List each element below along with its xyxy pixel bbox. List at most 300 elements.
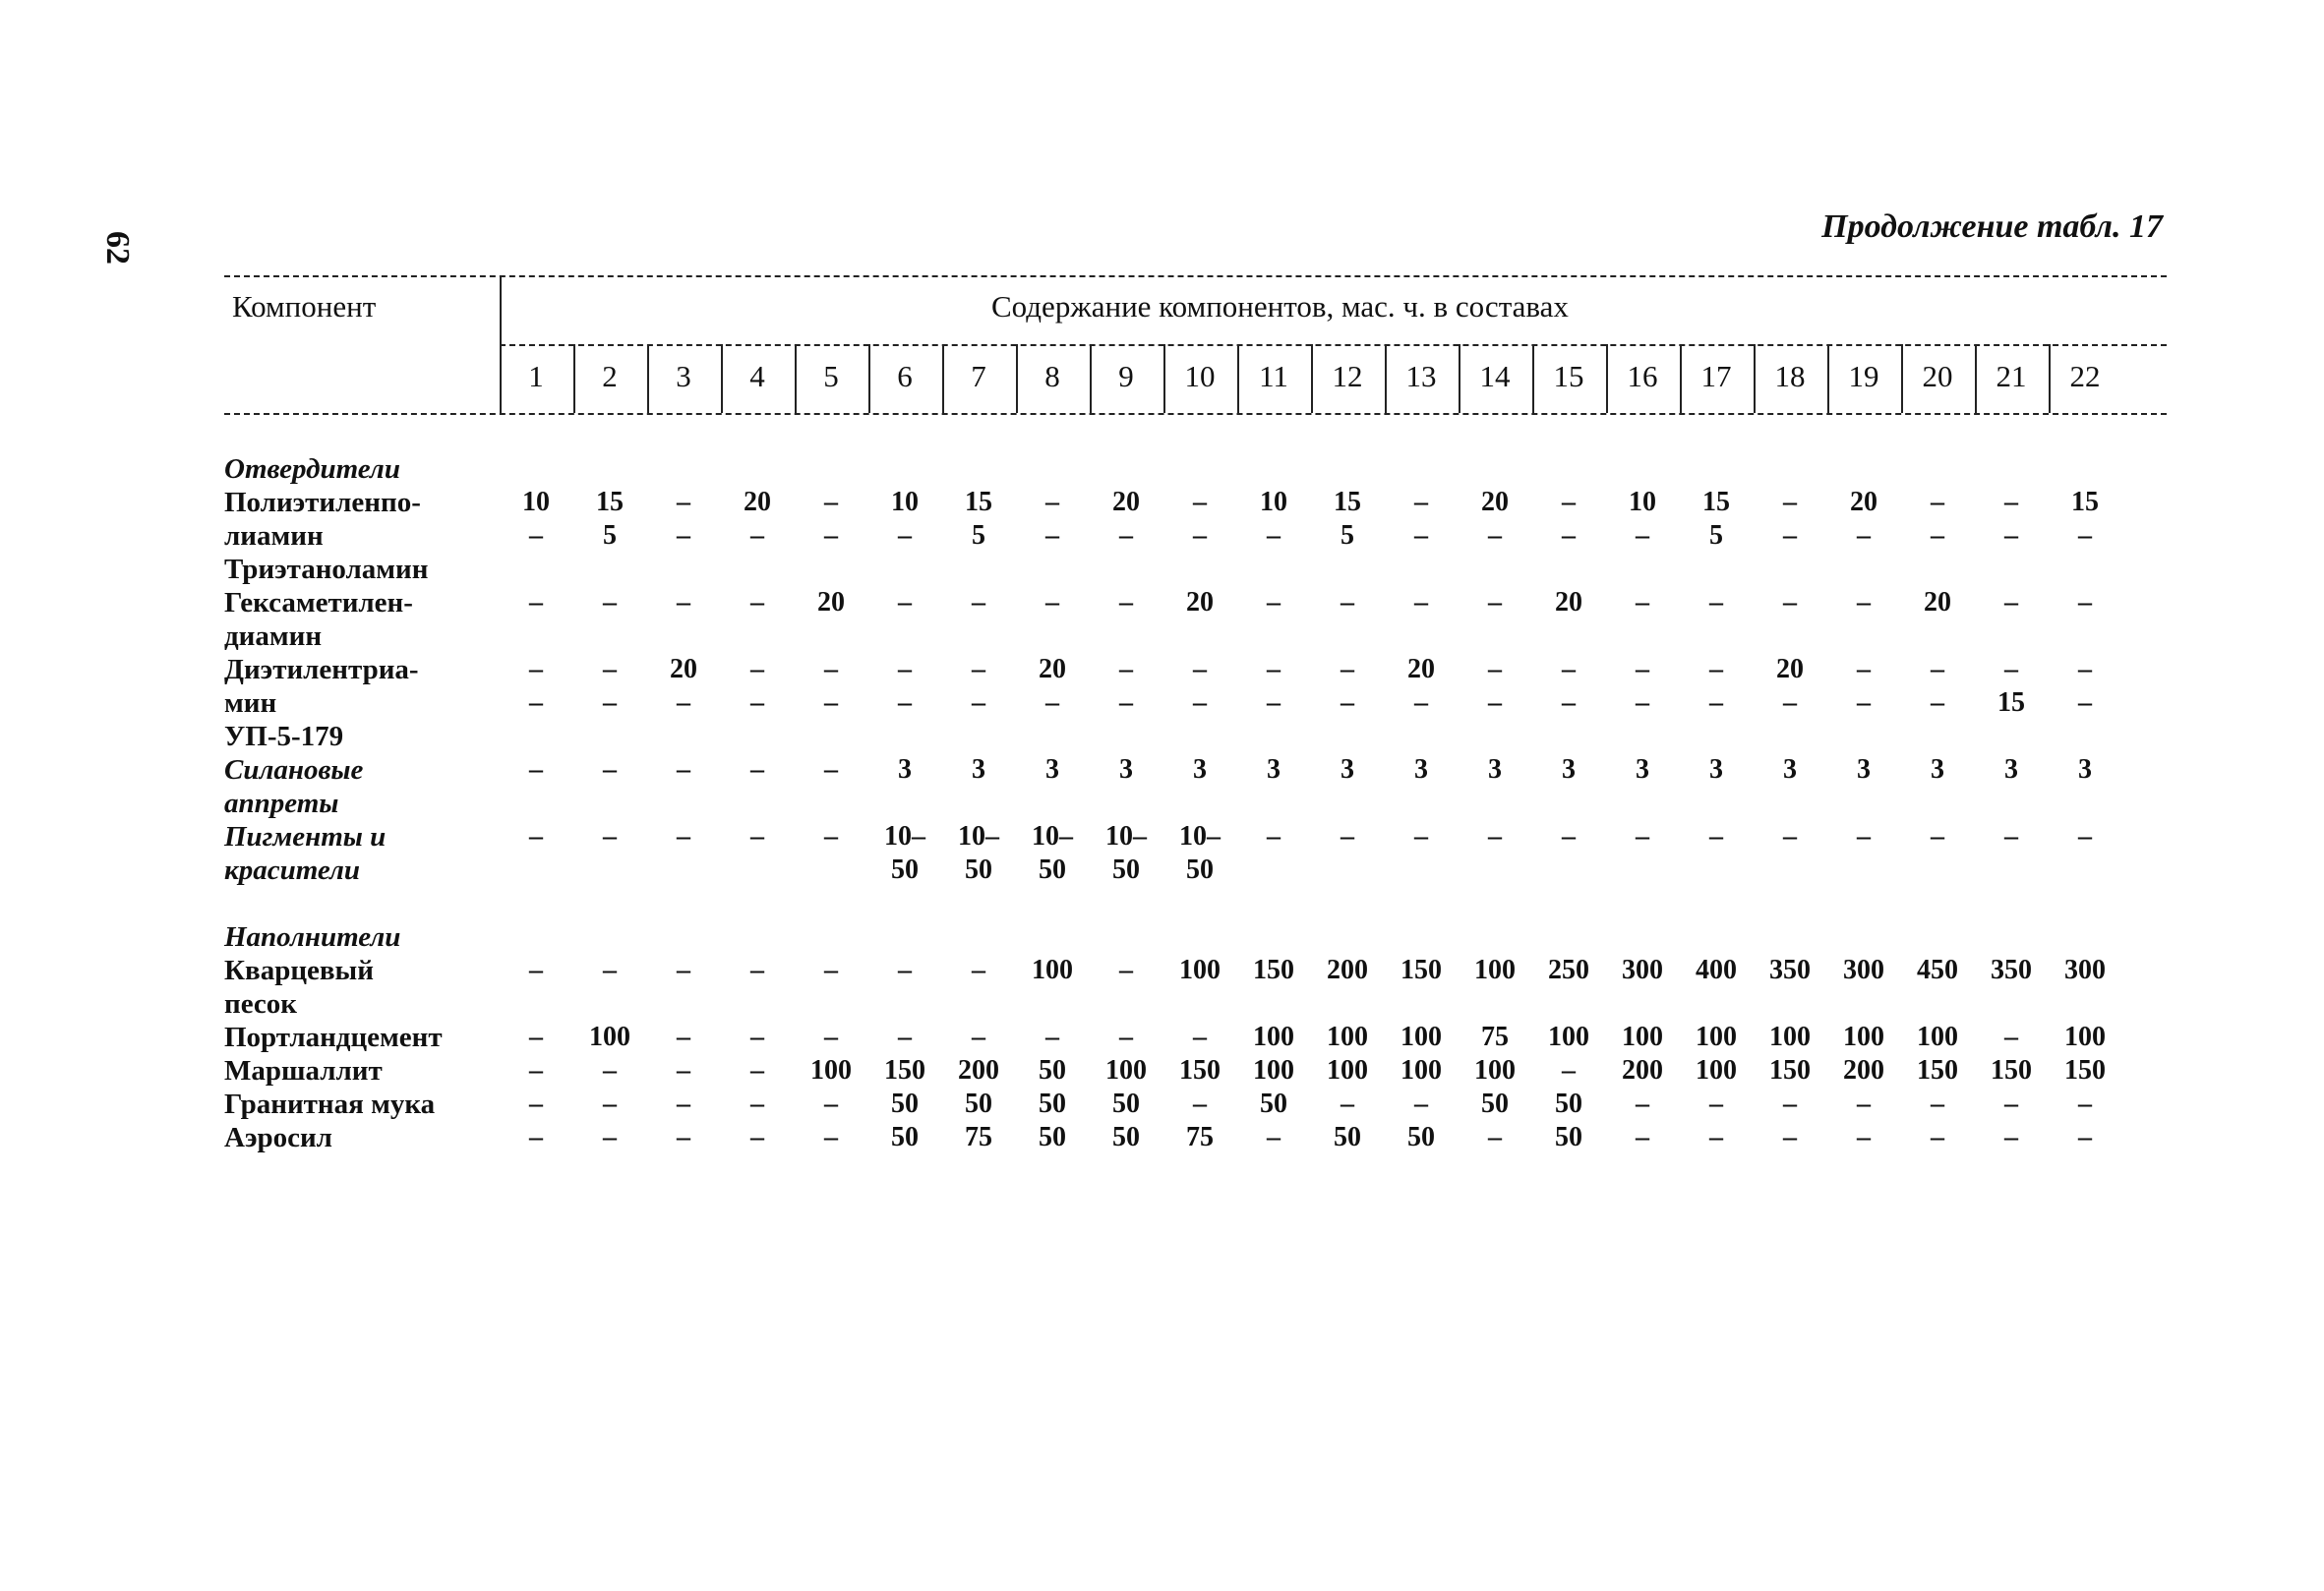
table-row [224,987,2167,1021]
table-cell: – [1414,587,1428,618]
table-cell: 50 [965,1089,992,1119]
column-divider [1459,344,1460,413]
table-cell: – [1783,1089,1797,1119]
column-divider [1754,344,1756,413]
table-cell: 5 [603,520,617,551]
table-cell: 3 [1636,754,1649,785]
table-cell: 5 [1341,520,1354,551]
column-divider [647,344,649,413]
table-cell: – [529,520,543,551]
table-cell: 3 [2078,754,2092,785]
table-cell: – [529,587,543,618]
table-row [224,519,2167,553]
table-cell: 300 [2064,955,2106,985]
table-cell: – [1488,687,1502,718]
column-divider [721,344,723,413]
table-cell: 200 [958,1055,999,1086]
table-cell: – [1562,654,1576,684]
table-cell: 3 [1341,754,1354,785]
table-cell: – [677,1055,690,1086]
table-cell: – [1193,654,1207,684]
table-cell: – [603,587,617,618]
table-cell: – [898,687,912,718]
table-cell: 100 [1696,1022,1737,1052]
table-cell: – [1193,487,1207,517]
table-cell: – [1931,487,1944,517]
table-cell: – [1857,821,1871,852]
table-cell: 20 [817,587,845,618]
table-top-rule [224,275,2167,277]
table-cell: – [677,587,690,618]
row-label: Маршаллит [224,1055,383,1087]
table-cell: – [1636,520,1649,551]
column-number: 2 [602,359,618,393]
column-divider [1606,344,1608,413]
table-cell: – [750,1122,764,1152]
table-cell: – [1562,821,1576,852]
row-label: УП-5-179 [224,721,344,752]
column-number: 13 [1405,359,1437,393]
table-cell: 3 [1119,754,1133,785]
table-cell: 20 [1112,487,1140,517]
table-cell: 150 [1179,1055,1221,1086]
column-number: 22 [2069,359,2101,393]
table-cell: 100 [1400,1055,1442,1086]
row-label: Аэросил [224,1122,332,1153]
table-cell: – [529,1022,543,1052]
table-cell: – [2004,821,2018,852]
table-cell: – [677,1022,690,1052]
row-label: Диэтилентриа- [224,654,419,685]
table-row [224,486,2167,519]
table-cell: – [972,955,985,985]
table-cell: 3 [972,754,985,785]
table-cell: 20 [1407,654,1435,684]
table-cell: 250 [1548,955,1589,985]
table-cell: – [750,687,764,718]
table-cell: – [1931,1089,1944,1119]
table-cell: – [1267,821,1281,852]
table-cell: 150 [1769,1055,1811,1086]
page-number: 62 [99,231,136,265]
table-cell: – [1857,587,1871,618]
table-continuation-caption: Продолжение табл. 17 [1821,208,2163,245]
table-cell: – [2078,520,2092,551]
table-cell: – [1636,1122,1649,1152]
column-divider [573,344,575,413]
column-number: 16 [1627,359,1658,393]
table-row [224,653,2167,686]
table-cell: 100 [1400,1022,1442,1052]
column-divider [1163,344,1165,413]
table-cell: – [2078,687,2092,718]
table-row [224,720,2167,753]
column-divider [942,344,944,413]
table-cell: 350 [1769,955,1811,985]
column-divider [868,344,870,413]
table-cell: 100 [1622,1022,1663,1052]
table-cell: 100 [1032,955,1073,985]
table-cell: – [603,955,617,985]
table-cell: – [824,1022,838,1052]
table-cell: – [1488,654,1502,684]
table-cell: – [1783,821,1797,852]
table-cell: 3 [1488,754,1502,785]
table-cell: 20 [1555,587,1582,618]
table-cell: 10– [1105,821,1147,852]
table-cell: 100 [1253,1022,1294,1052]
table-cell: 100 [2064,1022,2106,1052]
table-cell: – [1045,487,1059,517]
table-cell: 150 [1991,1055,2032,1086]
table-cell: – [824,687,838,718]
table-cell: – [1709,654,1723,684]
column-number: 3 [676,359,691,393]
column-number: 5 [823,359,839,393]
table-cell: 50 [891,854,919,885]
table-cell: 100 [1843,1022,1884,1052]
table-cell: 300 [1622,955,1663,985]
header-bottom-rule [224,413,2167,415]
header-content: Содержание компонентов, мас. ч. в составах [991,289,1569,324]
table-cell: – [1341,821,1354,852]
table-cell: – [1931,687,1944,718]
table-cell: – [529,1055,543,1086]
table-cell: – [677,520,690,551]
table-cell: – [898,654,912,684]
table-cell: 150 [1917,1055,1958,1086]
table-cell: – [1709,587,1723,618]
table-cell: 3 [2004,754,2018,785]
table-cell: – [1783,520,1797,551]
table-cell: 3 [1931,754,1944,785]
table-cell: – [1783,687,1797,718]
column-divider [1090,344,1092,413]
table-cell: 20 [670,654,697,684]
table-cell: – [1267,587,1281,618]
row-label: Пигменты и [224,821,387,853]
table-cell: – [1193,520,1207,551]
row-label: Силановые [224,754,364,786]
table-cell: 100 [1327,1055,1368,1086]
table-cell: 3 [1783,754,1797,785]
column-number: 17 [1700,359,1732,393]
column-number: 10 [1184,359,1216,393]
table-cell: – [1857,1122,1871,1152]
table-cell: 50 [1039,1089,1066,1119]
table-cell: – [750,654,764,684]
table-cell: – [1414,487,1428,517]
table-cell: 20 [1776,654,1804,684]
table-cell: 15 [1997,687,2025,718]
table-cell: 100 [1548,1022,1589,1052]
table-cell: – [603,821,617,852]
table-cell: – [2004,587,2018,618]
table-cell: – [603,1055,617,1086]
table-cell: – [750,955,764,985]
table-cell: 200 [1327,955,1368,985]
table-cell: 20 [1186,587,1214,618]
table-cell: 75 [1186,1122,1214,1152]
table-cell: – [677,1089,690,1119]
table-cell: – [1709,1122,1723,1152]
table-row [224,887,2167,920]
table-cell: – [1562,1055,1576,1086]
table-cell: – [1488,821,1502,852]
table-cell: – [603,1089,617,1119]
table-cell: – [1857,654,1871,684]
table-cell: – [1931,520,1944,551]
header-mid-rule [500,344,2167,346]
table-cell: – [1267,520,1281,551]
table-cell: 15 [2071,487,2099,517]
table-cell: 150 [884,1055,925,1086]
table-cell: 50 [1186,854,1214,885]
column-divider [1385,344,1387,413]
table-cell: 3 [1267,754,1281,785]
table-cell: 50 [1039,1055,1066,1086]
column-number: 6 [897,359,913,393]
table-cell: – [824,1122,838,1152]
table-cell: – [677,487,690,517]
table-cell: – [1562,487,1576,517]
table-cell: 50 [1112,1122,1140,1152]
table-cell: – [898,1022,912,1052]
table-cell: 150 [2064,1055,2106,1086]
table-row [224,553,2167,586]
table-cell: – [1783,587,1797,618]
table-cell: – [824,654,838,684]
table-cell: – [1341,1089,1354,1119]
table-row [224,1088,2167,1121]
table-cell: 10 [522,487,550,517]
row-label: аппреты [224,788,339,819]
table-cell: – [1414,520,1428,551]
table-cell: – [1709,821,1723,852]
table-cell: 200 [1622,1055,1663,1086]
table-cell: 3 [1857,754,1871,785]
table-row [224,954,2167,987]
table-cell: – [1119,687,1133,718]
column-divider [1311,344,1313,413]
table-cell: 10 [1629,487,1656,517]
row-label: Кварцевый [224,955,374,986]
table-cell: 3 [898,754,912,785]
row-label: мин [224,687,277,719]
table-cell: – [1341,587,1354,618]
table-cell: – [677,955,690,985]
table-cell: – [603,687,617,718]
table-cell: – [1341,687,1354,718]
table-cell: – [824,487,838,517]
table-row [224,586,2167,619]
table-cell: 3 [1193,754,1207,785]
table-cell: – [1931,654,1944,684]
column-divider [1827,344,1829,413]
table-row [224,854,2167,887]
table-cell: – [677,821,690,852]
table-cell: – [1267,1122,1281,1152]
table-cell: – [1709,1089,1723,1119]
table-cell: – [603,654,617,684]
table-row [224,753,2167,787]
column-divider [500,344,502,413]
table-cell: – [1636,1089,1649,1119]
table-cell: – [972,654,985,684]
table-cell: 20 [744,487,771,517]
table-cell: 10– [958,821,999,852]
table-cell: – [2004,1022,2018,1052]
table-cell: 50 [1481,1089,1509,1119]
table-cell: – [898,955,912,985]
row-label: Триэтаноламин [224,554,429,585]
table-cell: – [1119,1022,1133,1052]
table-cell: 100 [1105,1055,1147,1086]
table-cell: – [1636,687,1649,718]
table-cell: 10– [884,821,925,852]
table-row [224,787,2167,820]
table-row [224,920,2167,954]
table-cell: 100 [1327,1022,1368,1052]
table-cell: 15 [1334,487,1361,517]
table-cell: 50 [965,854,992,885]
table-cell: 400 [1696,955,1737,985]
table-cell: 15 [1702,487,1730,517]
column-number: 9 [1118,359,1134,393]
table-cell: 10 [1260,487,1287,517]
table-cell: – [1488,520,1502,551]
row-label: красители [224,854,361,886]
table-cell: – [824,821,838,852]
table-cell: – [1267,687,1281,718]
column-number: 20 [1922,359,1953,393]
table-cell: – [824,754,838,785]
table-cell: – [750,587,764,618]
table-cell: 50 [1555,1122,1582,1152]
table-cell: – [1414,821,1428,852]
column-divider [1237,344,1239,413]
table-cell: – [1119,654,1133,684]
row-label: диамин [224,620,323,652]
row-label: лиамин [224,520,324,552]
table-cell: 300 [1843,955,1884,985]
table-cell: – [603,754,617,785]
table-cell: – [1931,821,1944,852]
table-cell: – [529,955,543,985]
table-cell: 15 [965,487,992,517]
table-cell: – [2078,1089,2092,1119]
table-cell: – [2004,487,2018,517]
row-label: Наполнители [224,921,401,953]
table-cell: 50 [891,1122,919,1152]
table-cell: 10– [1179,821,1221,852]
table-cell: – [529,654,543,684]
table-cell: – [2004,654,2018,684]
table-cell: 10 [891,487,919,517]
table-cell: – [1931,1122,1944,1152]
table-cell: – [1783,487,1797,517]
table-cell: – [677,687,690,718]
table-cell: – [1857,1089,1871,1119]
table-cell: – [972,1022,985,1052]
table-cell: – [1267,654,1281,684]
table-cell: 20 [1924,587,1951,618]
table-cell: 150 [1400,955,1442,985]
table-cell: – [1045,1022,1059,1052]
table-cell: – [2078,654,2092,684]
column-number: 11 [1259,359,1288,393]
column-divider [1016,344,1018,413]
table-cell: – [1709,687,1723,718]
column-divider [1901,344,1903,413]
table-cell: – [677,754,690,785]
table-cell: – [750,1089,764,1119]
table-cell: – [1193,1089,1207,1119]
column-divider [2049,344,2051,413]
table-cell: 75 [965,1122,992,1152]
column-number: 4 [749,359,765,393]
table-cell: 100 [1769,1022,1811,1052]
table-cell: 5 [972,520,985,551]
column-number: 14 [1479,359,1511,393]
table-row [224,1121,2167,1154]
table-row [224,686,2167,720]
column-divider [1680,344,1682,413]
table-cell: 3 [1045,754,1059,785]
table-cell: 100 [1253,1055,1294,1086]
table-row [224,1021,2167,1054]
table-cell: – [750,754,764,785]
table-cell: – [2004,1122,2018,1152]
table-cell: – [1045,587,1059,618]
table-cell: – [824,520,838,551]
table-cell: 450 [1917,955,1958,985]
table-cell: – [750,520,764,551]
column-number: 18 [1774,359,1806,393]
column-number: 7 [971,359,986,393]
row-label: Полиэтиленпо- [224,487,421,518]
table-cell: 50 [1407,1122,1435,1152]
row-label: Гранитная мука [224,1089,436,1120]
table-cell: – [1636,587,1649,618]
table-cell: – [1562,687,1576,718]
table-cell: 3 [1709,754,1723,785]
table-cell: – [972,587,985,618]
table-cell: 15 [596,487,624,517]
column-number: 19 [1848,359,1879,393]
table-cell: – [1193,687,1207,718]
table-cell: – [1562,520,1576,551]
table-cell: 100 [1696,1055,1737,1086]
table-row [224,452,2167,486]
table-cell: 50 [1039,854,1066,885]
table-cell: 50 [891,1089,919,1119]
table-cell: – [1045,687,1059,718]
table-cell: – [1119,955,1133,985]
column-divider [1532,344,1534,413]
header-component: Компонент [232,289,377,324]
column-number: 1 [528,359,544,393]
table-cell: 50 [1555,1089,1582,1119]
table-cell: – [529,1089,543,1119]
table-cell: 5 [1709,520,1723,551]
table-cell: – [1636,821,1649,852]
table-row [224,1054,2167,1088]
table-cell: – [898,520,912,551]
table-row [224,619,2167,653]
table-cell: – [1488,587,1502,618]
column-number: 8 [1044,359,1060,393]
